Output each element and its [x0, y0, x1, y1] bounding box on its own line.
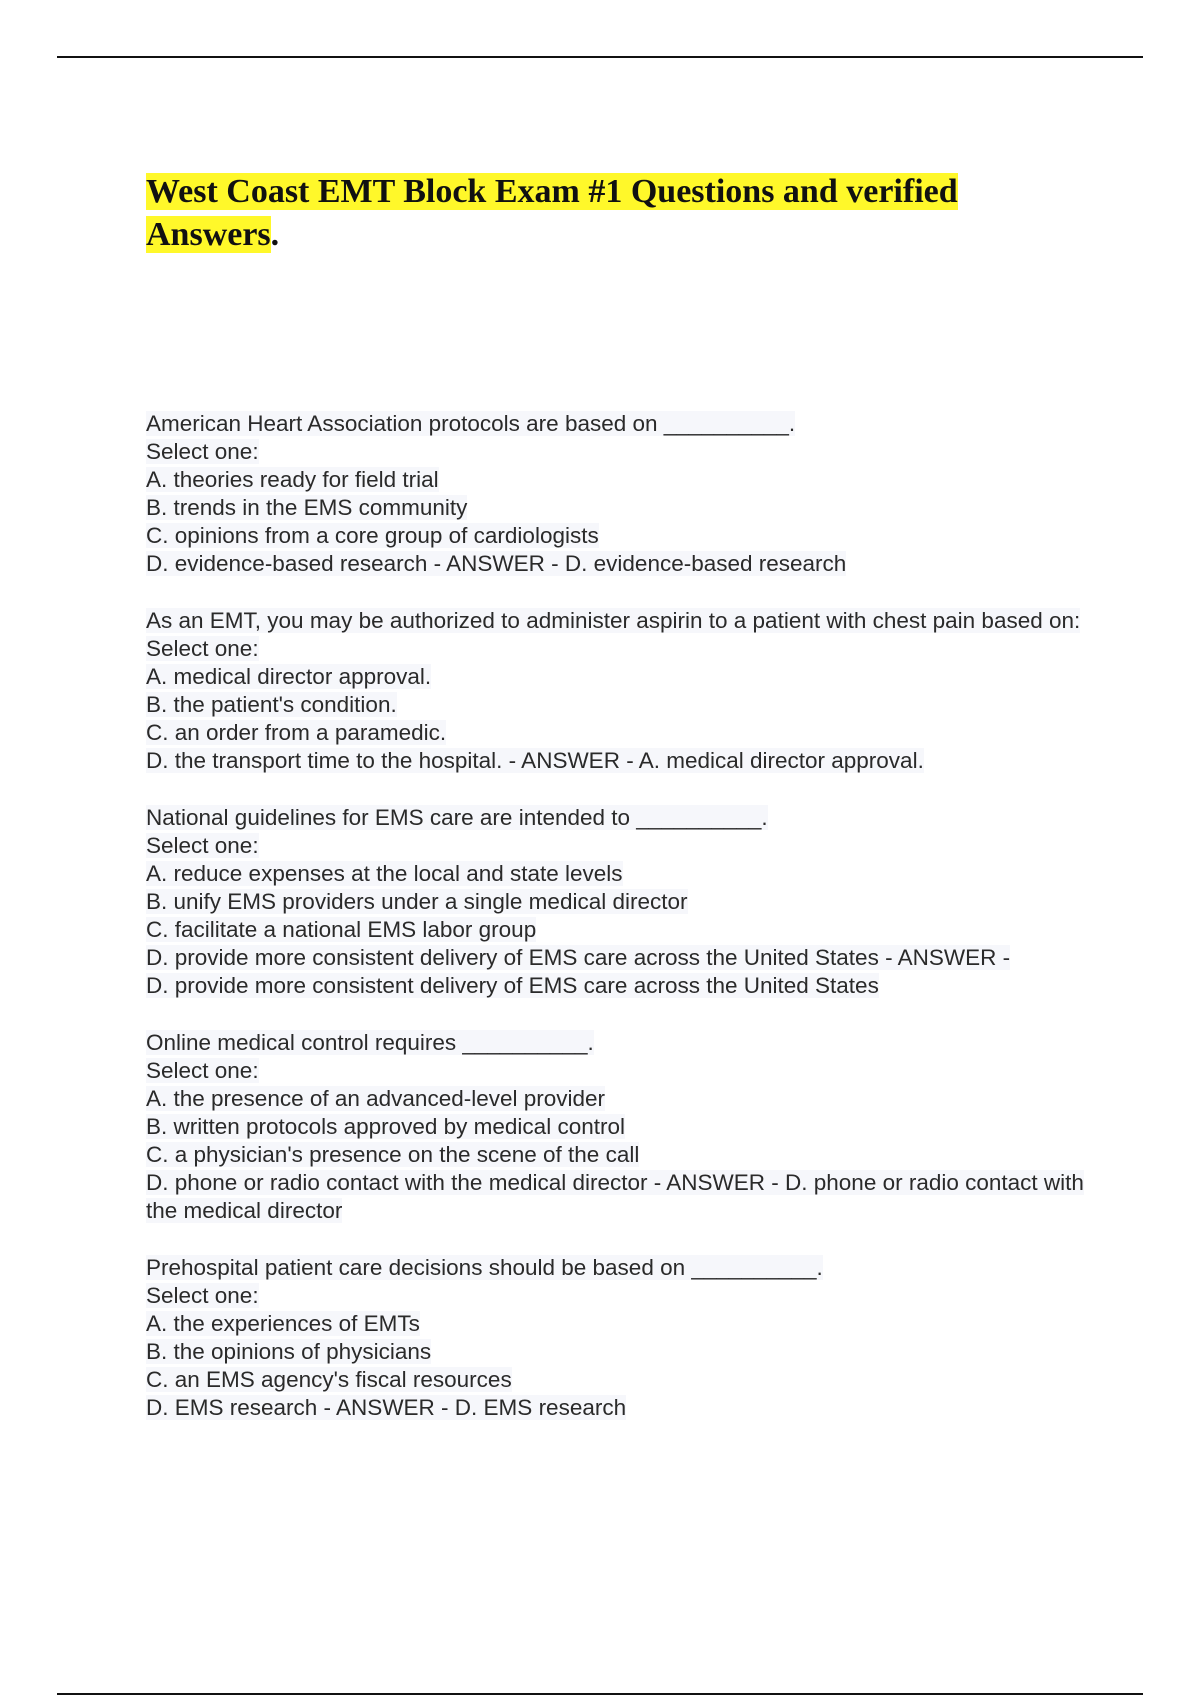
question-prompt: Prehospital patient care decisions should be based on __________. [146, 1255, 823, 1280]
option-a: A. medical director approval. [146, 664, 432, 689]
option-b: B. written protocols approved by medical control [146, 1114, 625, 1139]
question-4 [146, 1029, 1096, 1225]
option-a: A. reduce expenses at the local and state levels [146, 861, 623, 886]
option-c: C. a physician's presence on the scene of the call [146, 1142, 640, 1167]
question-list [146, 410, 1096, 1451]
question-2 [146, 607, 1096, 775]
question-prompt: National guidelines for EMS care are intended to __________. [146, 805, 768, 830]
option-b: B. the patient's condition. [146, 692, 397, 717]
option-d-answer: D. EMS research - ANSWER - D. EMS research [146, 1395, 627, 1420]
option-b: B. trends in the EMS community [146, 495, 468, 520]
option-d-answer: D. provide more consistent delivery of EMS care across the United States - ANSWER - [146, 945, 1011, 970]
select-one-label: Select one: [146, 1058, 259, 1083]
question-prompt: Online medical control requires __________. [146, 1030, 594, 1055]
top-rule [57, 56, 1143, 58]
document-title [146, 170, 1046, 256]
answer-text: D. provide more consistent delivery of EMS care across the United States [146, 973, 879, 998]
option-b: B. unify EMS providers under a single medical director [146, 889, 688, 914]
select-one-label: Select one: [146, 636, 259, 661]
option-b: B. the opinions of physicians [146, 1339, 432, 1364]
option-d-answer: D. phone or radio contact with the medical director - ANSWER - D. phone or radio contact with the medical director [146, 1170, 1084, 1223]
select-one-label: Select one: [146, 1283, 259, 1308]
title-period: . [270, 216, 280, 253]
option-a: A. the presence of an advanced-level provider [146, 1086, 606, 1111]
option-d-answer: D. the transport time to the hospital. - ANSWER - A. medical director approval. [146, 748, 924, 773]
title-highlight: West Coast EMT Block Exam #1 Questions and verified Answers [146, 173, 958, 253]
question-5 [146, 1254, 1096, 1422]
question-3 [146, 804, 1096, 1000]
select-one-label: Select one: [146, 439, 259, 464]
select-one-label: Select one: [146, 833, 259, 858]
option-c: C. an order from a paramedic. [146, 720, 447, 745]
option-c: C. facilitate a national EMS labor group [146, 917, 537, 942]
option-c: C. opinions from a core group of cardiologists [146, 523, 599, 548]
question-prompt: As an EMT, you may be authorized to administer aspirin to a patient with chest pain based on: [146, 608, 1081, 633]
option-c: C. an EMS agency's fiscal resources [146, 1367, 512, 1392]
question-prompt: American Heart Association protocols are based on __________. [146, 411, 796, 436]
option-a: A. theories ready for field trial [146, 467, 439, 492]
bottom-rule [57, 1693, 1143, 1695]
option-d-answer: D. evidence-based research - ANSWER - D. evidence-based research [146, 551, 847, 576]
option-a: A. the experiences of EMTs [146, 1311, 420, 1336]
question-1 [146, 410, 1096, 578]
